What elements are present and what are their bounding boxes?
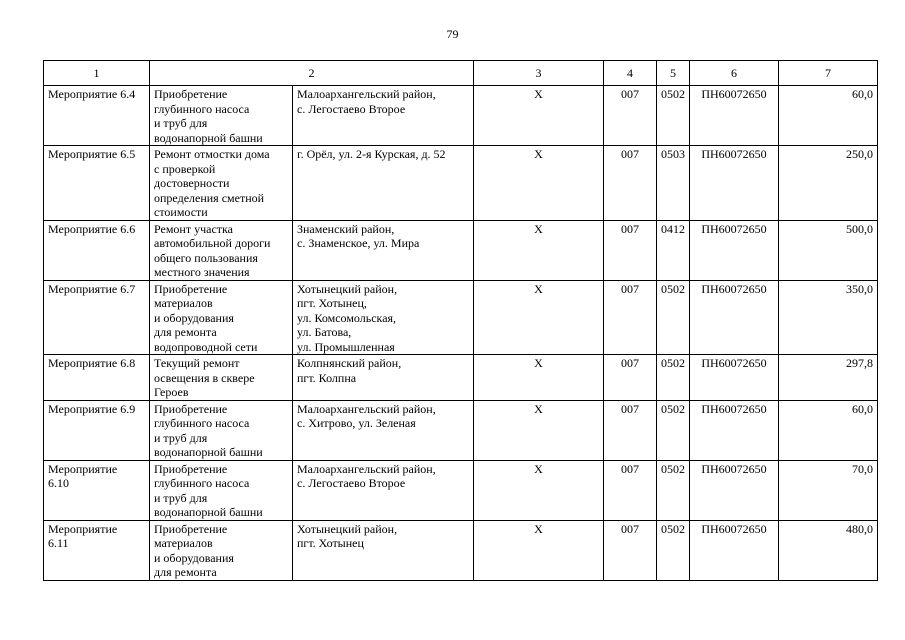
header-cell-7: 7 [779, 61, 878, 86]
col6-cell: ПН60072650 [690, 86, 779, 146]
table-row [44, 520, 878, 580]
col3-cell: Х [474, 220, 604, 280]
table-row [44, 86, 878, 146]
activities-table [43, 60, 878, 581]
col3-cell: Х [474, 280, 604, 355]
description-cell: Ремонт отмостки дома с проверкой достоверности определения сметной стоимости [150, 146, 293, 221]
location-cell: Малоархангельский район, с. Хитрово, ул. Зеленая [293, 400, 474, 460]
col5-cell: 0502 [657, 280, 690, 355]
col5-cell: 0502 [657, 400, 690, 460]
location-cell: Малоархангельский район, с. Легостаево Второе [293, 86, 474, 146]
table-row [44, 146, 878, 221]
activity-cell: Мероприятие 6.8 [44, 355, 150, 401]
col4-cell: 007 [604, 280, 657, 355]
description-cell: Приобретение материалов и оборудования для ремонта водопроводной сети [150, 280, 293, 355]
col3-cell: Х [474, 146, 604, 221]
description-cell: Приобретение материалов и оборудования для ремонта [150, 520, 293, 580]
location-cell: Хотынецкий район, пгт. Хотынец [293, 520, 474, 580]
location-cell: Хотынецкий район, пгт. Хотынец, ул. Комсомольская, ул. Батова, ул. Промышленная [293, 280, 474, 355]
col7-cell: 70,0 [779, 460, 878, 520]
location-cell: г. Орёл, ул. 2-я Курская, д. 52 [293, 146, 474, 221]
col3-cell: Х [474, 355, 604, 401]
col4-cell: 007 [604, 400, 657, 460]
header-cell-2: 2 [150, 61, 474, 86]
activity-cell: Мероприятие 6.4 [44, 86, 150, 146]
header-cell-6: 6 [690, 61, 779, 86]
header-row [44, 61, 878, 86]
activity-cell: Мероприятие 6.10 [44, 460, 150, 520]
activity-cell: Мероприятие 6.11 [44, 520, 150, 580]
description-cell: Приобретение глубинного насоса и труб для водонапорной башни [150, 460, 293, 520]
col5-cell: 0502 [657, 520, 690, 580]
col6-cell: ПН60072650 [690, 355, 779, 401]
col5-cell: 0503 [657, 146, 690, 221]
location-cell: Знаменский район, с. Знаменское, ул. Мира [293, 220, 474, 280]
description-cell: Приобретение глубинного насоса и труб для водонапорной башни [150, 86, 293, 146]
col7-cell: 480,0 [779, 520, 878, 580]
location-cell: Малоархангельский район, с. Легостаево Второе [293, 460, 474, 520]
col7-cell: 60,0 [779, 400, 878, 460]
col7-cell: 60,0 [779, 86, 878, 146]
col7-cell: 350,0 [779, 280, 878, 355]
activity-cell: Мероприятие 6.6 [44, 220, 150, 280]
location-cell: Колпнянский район, пгт. Колпна [293, 355, 474, 401]
activity-cell: Мероприятие 6.7 [44, 280, 150, 355]
col6-cell: ПН60072650 [690, 460, 779, 520]
col4-cell: 007 [604, 220, 657, 280]
table-row [44, 355, 878, 401]
header-cell-1: 1 [44, 61, 150, 86]
col4-cell: 007 [604, 520, 657, 580]
col7-cell: 500,0 [779, 220, 878, 280]
col3-cell: Х [474, 460, 604, 520]
activity-cell: Мероприятие 6.5 [44, 146, 150, 221]
col7-cell: 250,0 [779, 146, 878, 221]
table-row [44, 280, 878, 355]
description-cell: Приобретение глубинного насоса и труб для водонапорной башни [150, 400, 293, 460]
col5-cell: 0502 [657, 86, 690, 146]
col3-cell: Х [474, 520, 604, 580]
col5-cell: 0502 [657, 355, 690, 401]
col5-cell: 0412 [657, 220, 690, 280]
header-cell-3: 3 [474, 61, 604, 86]
col4-cell: 007 [604, 460, 657, 520]
col4-cell: 007 [604, 86, 657, 146]
col5-cell: 0502 [657, 460, 690, 520]
table-row [44, 220, 878, 280]
header-cell-4: 4 [604, 61, 657, 86]
page-number: 79 [446, 27, 459, 41]
col3-cell: Х [474, 400, 604, 460]
col6-cell: ПН60072650 [690, 280, 779, 355]
col4-cell: 007 [604, 355, 657, 401]
description-cell: Ремонт участка автомобильной дороги общего пользования местного значения [150, 220, 293, 280]
description-cell: Текущий ремонт освещения в сквере Героев [150, 355, 293, 401]
table-row [44, 460, 878, 520]
activity-cell: Мероприятие 6.9 [44, 400, 150, 460]
col7-cell: 297,8 [779, 355, 878, 401]
col6-cell: ПН60072650 [690, 146, 779, 221]
col3-cell: Х [474, 86, 604, 146]
col6-cell: ПН60072650 [690, 220, 779, 280]
col4-cell: 007 [604, 146, 657, 221]
header-cell-5: 5 [657, 61, 690, 86]
col6-cell: ПН60072650 [690, 520, 779, 580]
table-row [44, 400, 878, 460]
col6-cell: ПН60072650 [690, 400, 779, 460]
